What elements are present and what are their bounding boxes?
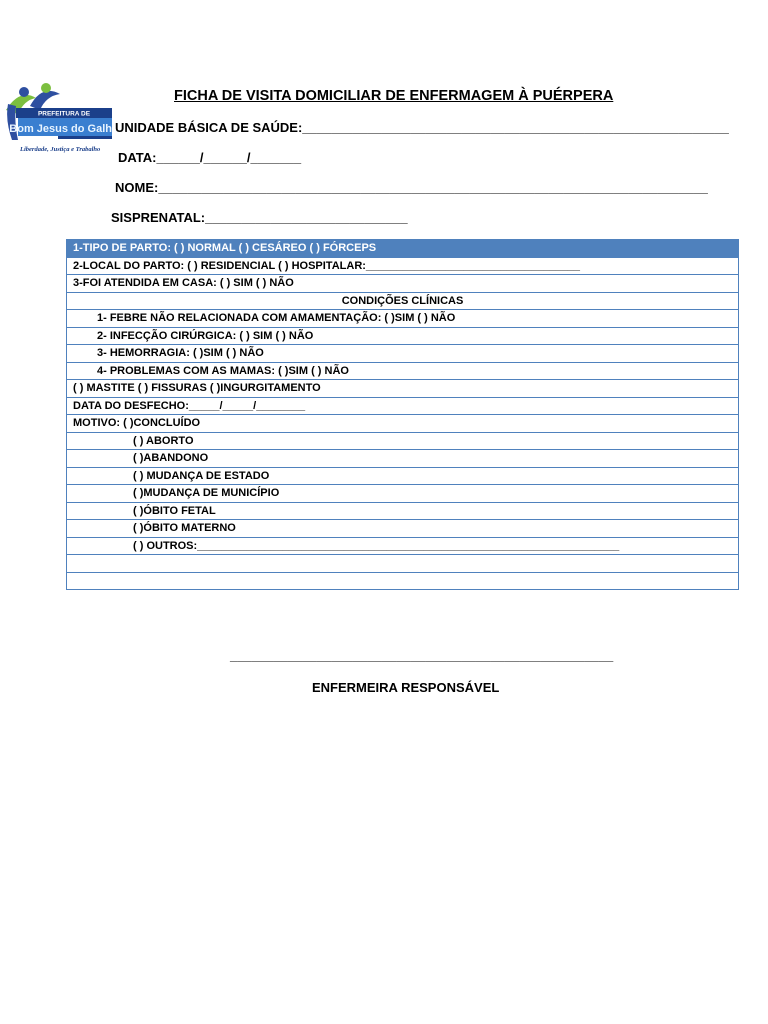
empty-row	[67, 555, 739, 573]
reason-city-change[interactable]: ( )MUDANÇA DE MUNICÍPIO	[67, 485, 739, 503]
condition-fever[interactable]: 1- FEBRE NÃO RELACIONADA COM AMAMENTAÇÃO: ( )SIM ( ) NÃO	[67, 310, 739, 328]
reason-concluded[interactable]: MOTIVO: ( )CONCLUÍDO	[67, 415, 739, 433]
condition-surgical-infection[interactable]: 2- INFECÇÃO CIRÚRGICA: ( ) SIM ( ) NÃO	[67, 327, 739, 345]
birth-place-row[interactable]: 2-LOCAL DO PARTO: ( ) RESIDENCIAL ( ) HOSPITALAR:___________________________________	[67, 257, 739, 275]
clinical-conditions-heading: CONDIÇÕES CLÍNICAS	[67, 292, 739, 310]
name-field[interactable]: NOME:____________________________________________________________________________	[115, 180, 708, 195]
sisprenatal-field[interactable]: SISPRENATAL:____________________________	[111, 210, 408, 225]
condition-breast-problems[interactable]: 4- PROBLEMAS COM AS MAMAS: ( )SIM ( ) NÃO	[67, 362, 739, 380]
signature-caption: ENFERMEIRA RESPONSÁVEL	[312, 680, 500, 695]
logo-line1: PREFEITURA DE	[37, 110, 91, 118]
reason-others[interactable]: ( ) OUTROS:_____________________________________________________________________	[67, 537, 739, 555]
reason-maternal-death[interactable]: ( )ÓBITO MATERNO	[67, 520, 739, 538]
birth-type-row[interactable]: 1-TIPO DE PARTO: ( ) NORMAL ( ) CESÁREO ( ) FÓRCEPS	[67, 240, 739, 258]
reason-abortion[interactable]: ( ) ABORTO	[67, 432, 739, 450]
breast-options-row[interactable]: ( ) MASTITE ( ) FISSURAS ( )INGURGITAMENTO	[67, 380, 739, 398]
empty-row	[67, 572, 739, 590]
ubs-field[interactable]: UNIDADE BÁSICA DE SAÚDE:___________________________________________________________	[115, 120, 729, 135]
logo-motto: Liberdade, Justiça e Trabalho	[20, 146, 101, 153]
municipality-logo	[2, 80, 112, 158]
form-title: FICHA DE VISITA DOMICILIAR DE ENFERMAGEM À PUÉRPERA	[174, 88, 614, 104]
outcome-date-row[interactable]: DATA DO DESFECHO:_____/_____/________	[67, 397, 739, 415]
condition-hemorrhage[interactable]: 3- HEMORRAGIA: ( )SIM ( ) NÃO	[67, 345, 739, 363]
signature-line: _____________________________________________________	[230, 648, 614, 663]
reason-fetal-death[interactable]: ( )ÓBITO FETAL	[67, 502, 739, 520]
home-care-row[interactable]: 3-FOI ATENDIDA EM CASA: ( ) SIM ( ) NÃO	[67, 275, 739, 293]
logo-line2: Bom Jesus do Galho	[9, 123, 112, 135]
date-field[interactable]: DATA:______/______/_______	[118, 150, 302, 165]
reason-abandonment[interactable]: ( )ABANDONO	[67, 450, 739, 468]
visit-form-table	[66, 239, 739, 590]
reason-state-change[interactable]: ( ) MUDANÇA DE ESTADO	[67, 467, 739, 485]
